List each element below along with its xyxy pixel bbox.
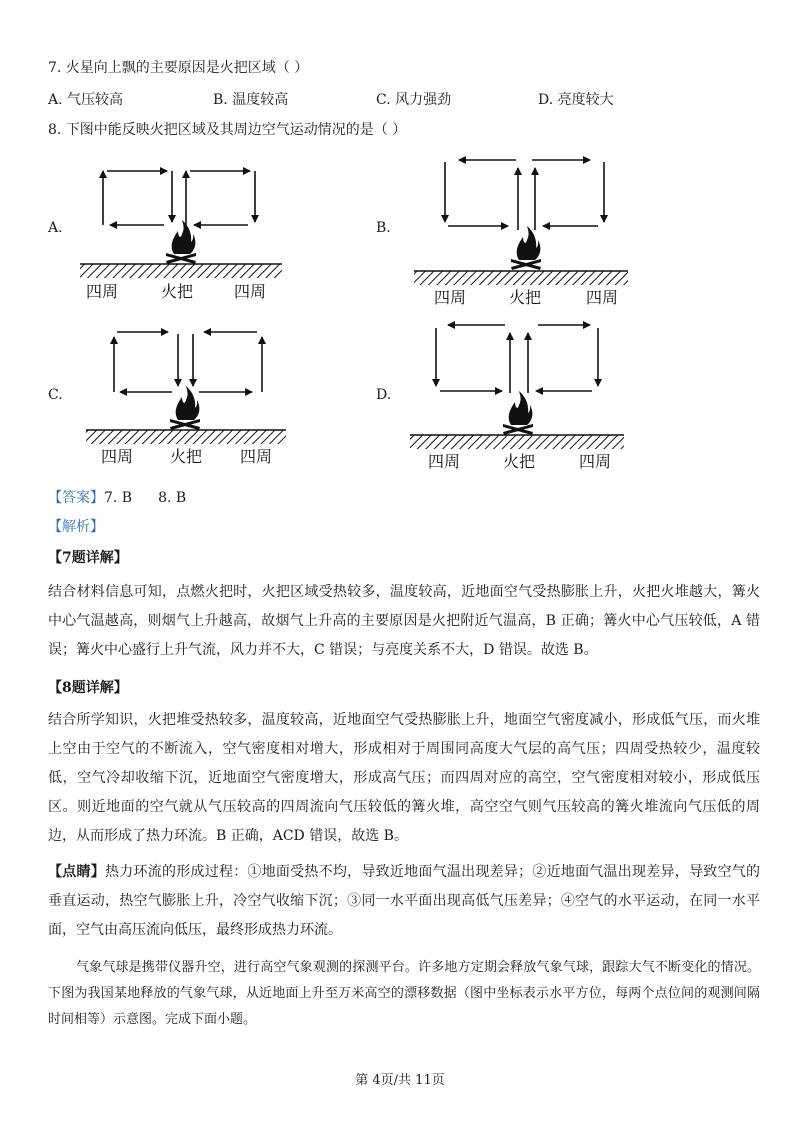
q8-label-a: A. — [48, 220, 63, 236]
answer-tag: 【答案】 — [48, 490, 104, 506]
diagram-c-left-label: 四周 — [101, 447, 134, 466]
q7-option-a: A. 气压较高 — [48, 92, 124, 108]
diagram-b-center-label: 火把 — [509, 288, 542, 307]
diagram-d-center-label: 火把 — [503, 452, 536, 471]
diagram-b-left-label: 四周 — [434, 288, 467, 307]
diagram-d-left-label: 四周 — [428, 452, 461, 471]
tip-paragraph — [48, 858, 760, 945]
diagram-d-right-label: 四周 — [579, 452, 612, 471]
q7-stem: 7. 火星向上飘的主要原因是火把区域（ ） — [48, 60, 309, 76]
material-paragraph: 气象气球是携带仪器升空，进行高空气象观测的探测平台。许多地方定期会释放气象气球，跟踪大气不断变化的情况。下图为我国某地释放的气象气球，从近地面上升至万米高空的漂移数据（图中坐标表示水平方位，每两个点位间的观测间隔时间相等）示意图。完成下面小题。 — [48, 960, 760, 1027]
detail-7-title: 【7题详解】 — [48, 550, 128, 566]
diagram-c-right-label: 四周 — [240, 447, 273, 466]
tip-tag: 【点睛】 — [48, 864, 105, 880]
diagram-a-center-label: 火把 — [161, 282, 194, 301]
analysis-tag: 【解析】 — [48, 519, 104, 535]
q8-label-b: B. — [376, 220, 391, 236]
diagram-a-left-label: 四周 — [86, 282, 119, 301]
diagram-b — [414, 160, 628, 285]
tip-text: 热力环流的形成过程：①地面受热不均，导致近地面气温出现差异；②近地面气温出现差异，导致空气的垂直运动，热空气膨胀上升，冷空气收缩下沉；③同一水平面出现高低气压差异；④空气的水平运动，在同一水平面，空气由高压流向低压，最终形成热力环流。 — [48, 864, 761, 938]
answer-line — [48, 487, 186, 507]
q7-option-c: C. 风力强劲 — [376, 92, 452, 108]
detail-7-text: 结合材料信息可知，点燃火把时，火把区域受热较多，温度较高，近地面空气受热膨胀上升，火把火堆越大，篝火中心气温越高，则烟气上升越高，故烟气上升高的主要原因是火把附近气温高，B 正确；篝火中心气压较低，A 错误；篝火中心盛行上升气流，风力并不大，C 错误；与亮度关系不大，D 错误。故选 B。 — [48, 584, 760, 658]
q8-label-c: C. — [48, 387, 63, 403]
answer-q8: 8. B — [158, 490, 187, 506]
q7-option-d: D. 亮度较大 — [538, 92, 614, 108]
q8-label-d: D. — [376, 387, 392, 403]
q8-stem: 8. 下图中能反映火把区域及其周边空气运动情况的是（ ） — [48, 122, 407, 138]
detail-8-text: 结合所学知识，火把堆受热较多，温度较高，近地面空气受热膨胀上升，地面空气密度减小，形成低气压，而火堆上空由于空气的不断流入，空气密度相对增大，形成相对于周围同高度大气层的高气压；四周受热较少，温度较低，空气冷却收缩下沉，近地面空气密度增大，形成高气压；而四周对应的高空，空气密度相对较小，形成低压区。则近地面的空气就从气压较高的四周流向气压较低的篝火堆，高空空气则气压较高的篝火堆流向气压低的周边，从而形成了热力环流。B 正确，ACD 错误，故选 B。 — [48, 712, 760, 844]
answer-q7: 7. B — [104, 490, 133, 506]
diagram-d — [410, 325, 624, 449]
detail-8-title: 【8题详解】 — [48, 680, 128, 696]
page-footer: 第 4页/共 11页 — [355, 1073, 445, 1088]
diagram-a — [80, 171, 282, 278]
q7-option-b: B. 温度较高 — [213, 92, 289, 108]
diagram-c-center-label: 火把 — [170, 447, 203, 466]
diagram-a-right-label: 四周 — [234, 282, 267, 301]
diagram-c — [86, 332, 286, 444]
diagram-b-right-label: 四周 — [586, 288, 619, 307]
